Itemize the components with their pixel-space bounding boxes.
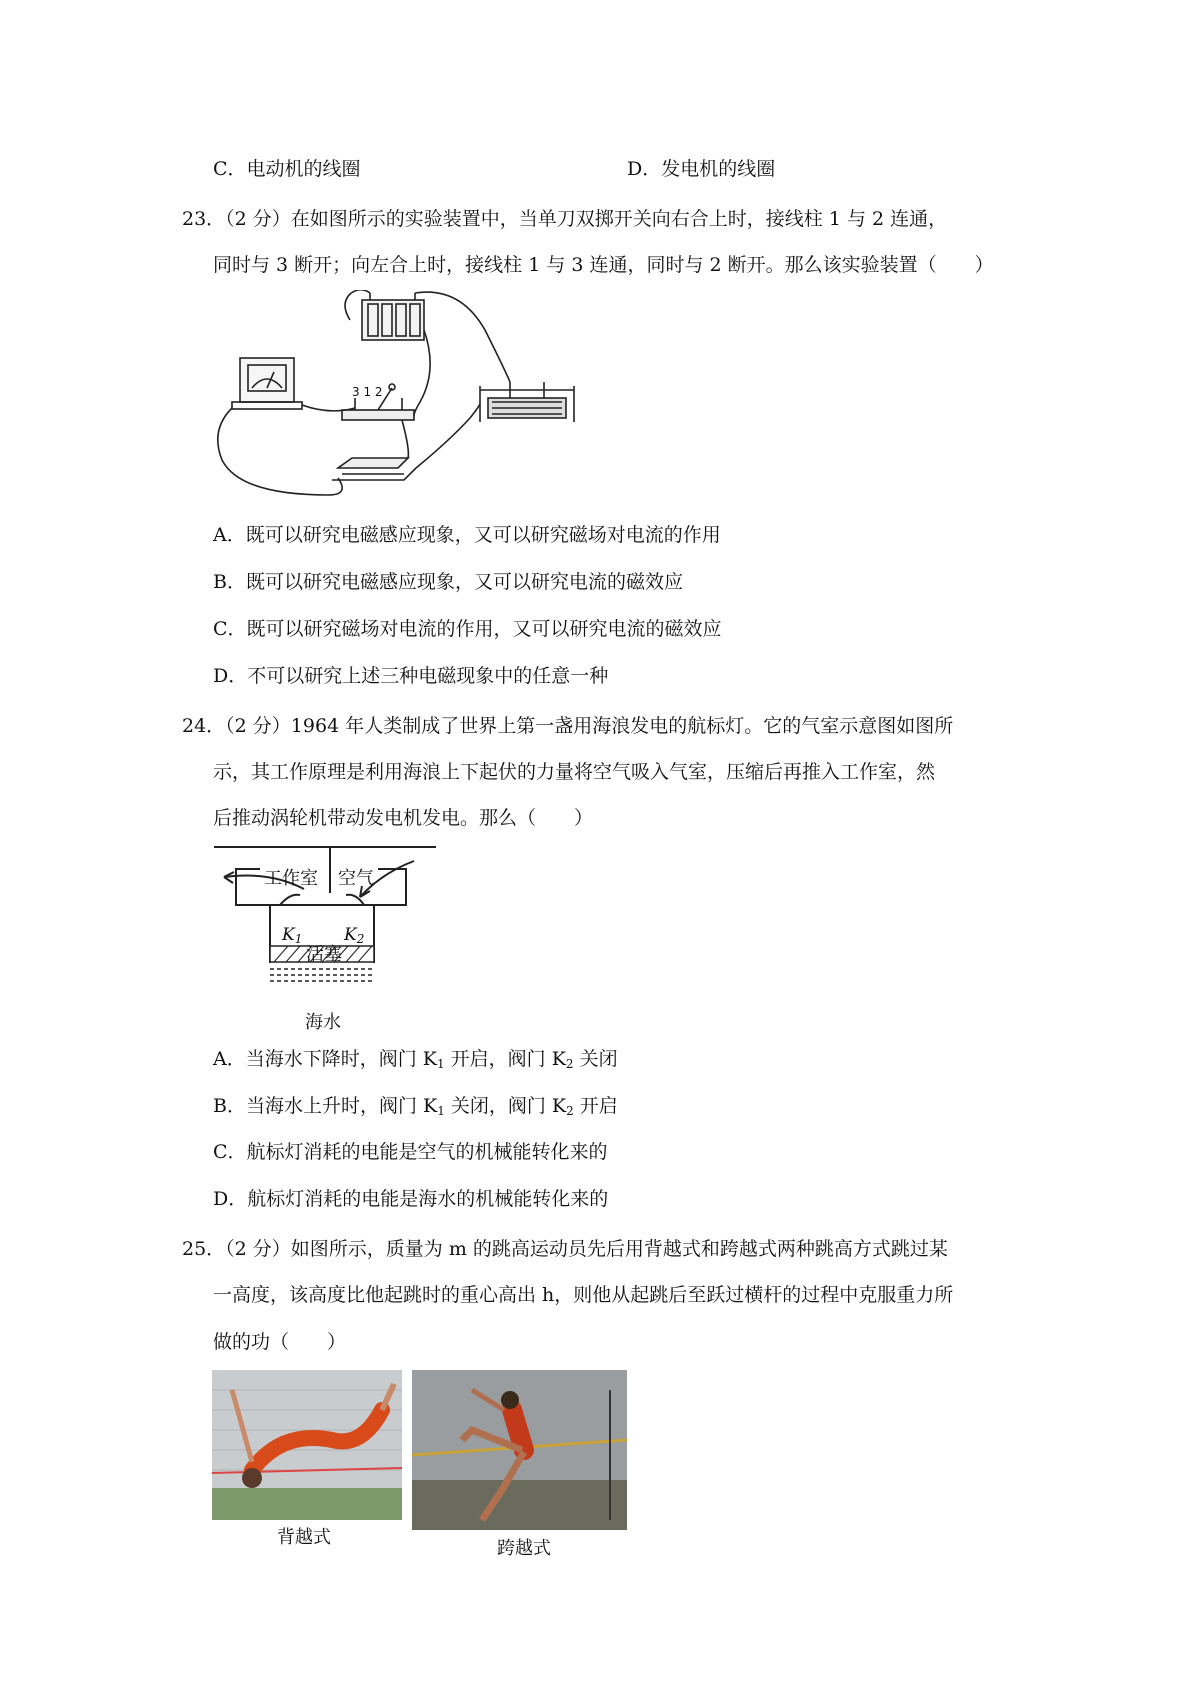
q24-option-b: B．当海水上升时，阀门 $K_1$ 关闭，阀门 $K_2$ 开启 [213, 1095, 618, 1118]
q23-apparatus-figure [210, 290, 590, 502]
q23-stem-line2: 同时与 3 断开；向左合上时，接线柱 1 与 3 连通，同时与 2 断开。那么该实验装置（ ） [213, 254, 994, 276]
galvanometer-icon [232, 358, 302, 409]
switch-terminal-labels: 3 1 2 [352, 385, 383, 399]
q23-option-a: A．既可以研究电磁感应现象，又可以研究磁场对电流的作用 [213, 524, 721, 546]
bottom-coil-icon [332, 458, 416, 480]
seawater-lines [270, 969, 374, 981]
q23-option-d: D．不可以研究上述三种电磁现象中的任意一种 [213, 665, 609, 687]
caption-scissors: 跨越式 [497, 1538, 551, 1559]
battery-icon [362, 293, 424, 340]
q23-option-c: C．既可以研究磁场对电流的作用，又可以研究电流的磁效应 [213, 618, 722, 640]
q22-option-d: D．发电机的线圈 [627, 158, 776, 180]
q24-stem-line3: 后推动涡轮机带动发电机发电。那么（ ） [213, 807, 594, 829]
q25-stem-line3: 做的功（ ） [213, 1331, 347, 1353]
q25-stem-line2: 一高度，该高度比他起跳时的重心高出 h，则他从起跳后至跃过横杆的过程中克服重力所 [213, 1284, 954, 1306]
q22-option-c: C．电动机的线圈 [213, 158, 361, 180]
fig-k2-label: $K_2$ [344, 925, 365, 946]
photo-fosbury-flop [212, 1370, 402, 1520]
caption-fosbury: 背越式 [277, 1527, 331, 1548]
photo-scissors-jump [412, 1370, 627, 1530]
q24-stem-line2: 示，其工作原理是利用海浪上下起伏的力量将空气吸入气室，压缩后再推入工作室，然 [213, 761, 936, 783]
q25-stem-line1: 25．（2 分）如图所示，质量为 m 的跳高运动员先后用背越式和跨越式两种跳高方式跳过某 [182, 1238, 948, 1260]
fig-k1-label: $K_1$ [282, 925, 303, 946]
q24-air-chamber-figure [210, 843, 440, 1013]
q24-option-a: A．当海水下降时，阀门 $K_1$ 开启，阀门 $K_2$ 关闭 [213, 1048, 618, 1071]
coil-apparatus-icon [480, 382, 574, 422]
q23-stem-line1: 23．（2 分）在如图所示的实验装置中，当单刀双掷开关向右合上时，接线柱 1 与 2 连通， [182, 208, 948, 230]
fig-seawater-label: 海水 [305, 1012, 341, 1033]
q23-option-b: B．既可以研究电磁感应现象，又可以研究电流的磁效应 [213, 571, 683, 593]
fig-air-label: 空气 [338, 868, 374, 889]
fig-work-room-label: 工作室 [264, 868, 318, 889]
q24-option-d: D．航标灯消耗的电能是海水的机械能转化来的 [213, 1188, 609, 1210]
q24-option-c: C．航标灯消耗的电能是空气的机械能转化来的 [213, 1141, 608, 1163]
fig-piston-label: 活塞 [306, 944, 342, 965]
q24-stem-line1: 24．（2 分）1964 年人类制成了世界上第一盏用海浪发电的航标灯。它的气室示意图如图所 [182, 715, 954, 737]
